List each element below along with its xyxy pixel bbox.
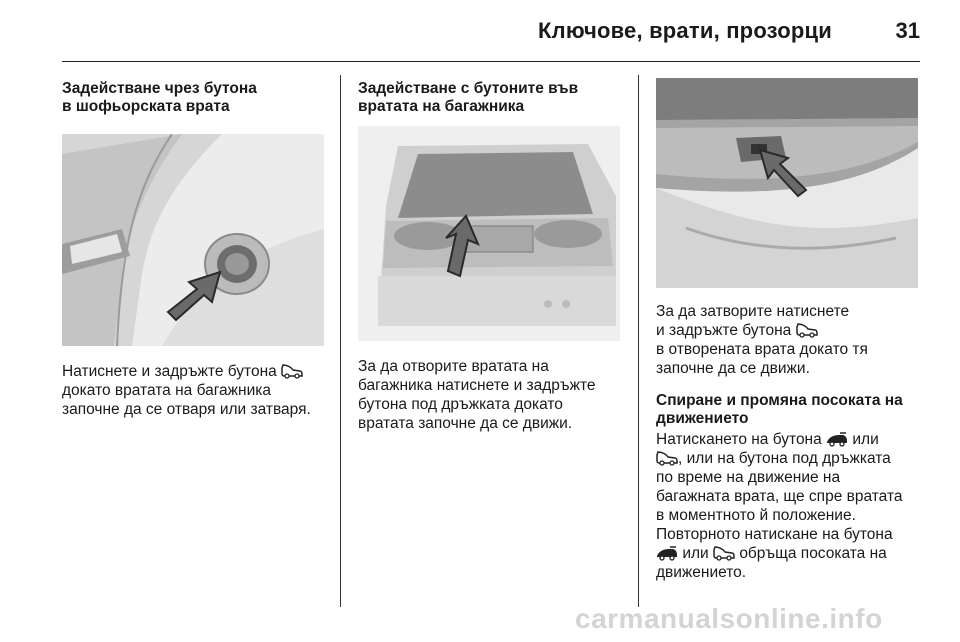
column-divider-1 xyxy=(340,75,341,607)
paragraph-stop-reverse: Натискането на бутона или , или на бутона под дръжката по време на движение на багажната врата, ще спре вратата в моментното й положение. Повторното натискане на бутона или обръща посоката на движението. xyxy=(656,431,903,581)
tailgate-open-icon xyxy=(713,546,735,561)
section-heading-driver-door: Задействане чрез бутона в шофьорската врата xyxy=(62,80,257,115)
illustration-tailgate-rear xyxy=(358,126,620,341)
paragraph-driver-door: Натиснете и задръжте бутона докато вратата на багажника започне да се отваря или затваря. xyxy=(62,363,311,418)
column-divider-2 xyxy=(638,75,639,607)
section-heading-stop-reverse: Спиране и промяна посоката на движението xyxy=(656,392,903,427)
illustration-driver-door-button xyxy=(62,134,324,346)
section-heading-tailgate-buttons: Задействане с бутоните във вратата на багажника xyxy=(358,80,579,115)
remote-key-tailgate-icon xyxy=(656,546,678,561)
column-3 xyxy=(656,80,920,582)
header-rule xyxy=(62,61,920,62)
illustration-open-tailgate-button xyxy=(656,78,918,288)
page-header-title: Ключове, врати, прозорци xyxy=(538,18,832,43)
tailgate-open-icon xyxy=(656,451,678,466)
paragraph-tailgate-buttons: За да отворите вратата на багажника натиснете и задръжте бутона под дръжката докато вратата започне да се движи. xyxy=(358,358,596,432)
paragraph-close-tailgate: За да затворите натиснете и задръжте бутона в отворената врата докато тя започне да се движи. xyxy=(656,303,868,377)
tailgate-open-icon xyxy=(796,323,818,338)
remote-key-tailgate-icon xyxy=(826,432,848,447)
footer-watermark: carmanualsonline.info xyxy=(575,603,883,634)
column-2 xyxy=(358,80,620,433)
page-number: 31 xyxy=(895,18,920,43)
column-1 xyxy=(62,80,324,419)
tailgate-open-icon xyxy=(281,364,303,379)
